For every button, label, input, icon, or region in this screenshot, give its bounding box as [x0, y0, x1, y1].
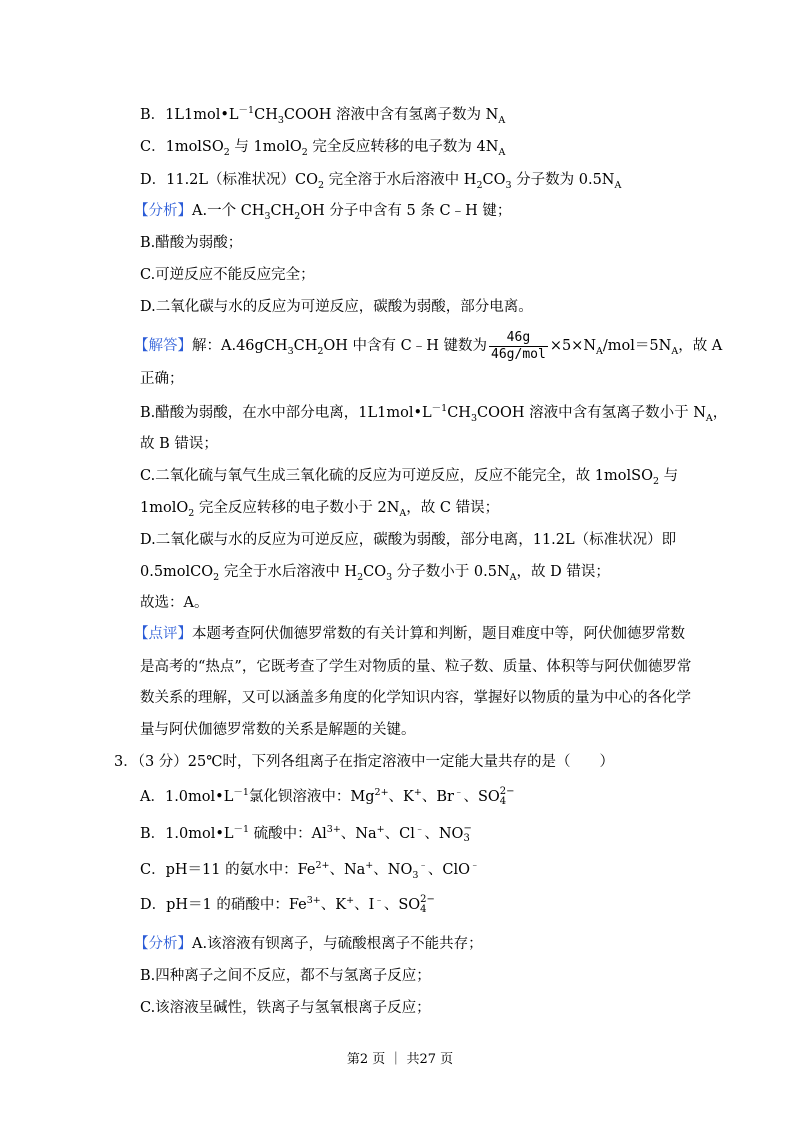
charge: 2−	[499, 786, 515, 797]
subscript: A	[399, 507, 407, 519]
text: A．1.0mol•L	[140, 789, 234, 805]
subscript: 2	[357, 571, 364, 583]
text: OH 分子中含有 5 条 C﹣H 键；	[300, 203, 512, 219]
text: 3．（3 分）25℃时，下列各组离子在指定溶液中一定能大量共存的是（ ）	[114, 754, 614, 770]
text: ，故 D 错误；	[516, 564, 610, 580]
analysis3-line-a	[0, 934, 800, 954]
subscript: 3	[463, 833, 470, 844]
text: 、Na	[329, 862, 366, 878]
subscript: 3	[412, 869, 419, 881]
text: 1molO	[140, 500, 189, 516]
text: CH	[270, 203, 295, 219]
option-c-prev	[0, 137, 800, 157]
text: 、Br	[421, 789, 454, 805]
ion-charge-stack	[500, 787, 515, 807]
text: CO	[482, 172, 506, 188]
comment-line-1	[0, 624, 800, 644]
superscript: +	[376, 824, 385, 836]
text: 、I	[354, 897, 375, 913]
text: OH 中含有 C﹣H 键数为	[323, 338, 488, 354]
text: 、Na	[340, 826, 377, 842]
superscript: 3+	[306, 895, 321, 907]
text: 分子数为 0.5N	[511, 172, 615, 188]
text: A.一个 CH	[192, 203, 265, 219]
superscript: －1	[238, 105, 255, 117]
text: 数关系的理解，又可以涵盖多角度的化学知识内容，掌握好以物质的量为中心的各化学	[140, 690, 691, 706]
text: D.二氧化碳与水的反应为可逆反应，碳酸为弱酸，部分电离。	[140, 299, 533, 315]
subscript: A	[498, 114, 506, 126]
text: 、Cl	[384, 826, 415, 842]
text: C.二氧化硫与氧气生成三氧化硫的反应为可逆反应，反应不能完全，故 1molSO	[140, 468, 653, 484]
fraction-numerator: 46g	[489, 330, 548, 347]
text: 、K	[320, 897, 347, 913]
option-b-prev	[0, 105, 800, 125]
text: B．1L1mol•L	[140, 107, 239, 123]
subscript: 3	[277, 114, 284, 126]
text: 0.5molCO	[140, 564, 214, 580]
subscript: 2	[652, 475, 660, 487]
charge: −	[463, 823, 472, 834]
subscript: 4	[499, 796, 507, 807]
text: 完全反应转移的电子数小于 2N	[194, 500, 400, 516]
text: COOH 溶液中含有氢离子数小于 N	[477, 405, 706, 421]
text: 氯化钡溶液中：Mg	[248, 789, 375, 805]
text: B.醋酸为弱酸，在水中部分电离，1L1mol•L	[140, 405, 432, 421]
text: B.醋酸为弱酸；	[140, 235, 243, 251]
ion-charge-stack	[463, 824, 471, 844]
text: CH	[254, 107, 278, 123]
subscript: A	[671, 345, 679, 357]
subscript: 3	[470, 412, 477, 424]
answer-line-a	[0, 329, 800, 363]
subscript: 2	[223, 146, 230, 158]
text: ，	[712, 405, 728, 421]
analysis3-line-b	[0, 966, 800, 986]
analysis-line-a	[0, 201, 800, 221]
answer-line-b-cont	[0, 434, 800, 454]
analysis-tag: 【分析】	[134, 203, 192, 219]
text: 与	[659, 468, 679, 484]
comment-line-2	[0, 657, 800, 677]
text: C．1molSO	[140, 139, 224, 155]
superscript: ﹣	[470, 860, 480, 872]
text: 完全溶于水后溶液中 H	[324, 172, 477, 188]
superscript: +	[413, 787, 422, 799]
page-footer	[0, 1048, 800, 1067]
subscript: 2	[318, 179, 325, 191]
text: D．11.2L（标准状况）CO	[140, 172, 319, 188]
text: 量与阿伏伽德罗常数的关系是解题的关键。	[140, 722, 416, 738]
subscript: 3	[505, 179, 512, 191]
fraction-denominator: 46g/mol	[491, 346, 546, 362]
text: CO	[363, 564, 387, 580]
subscript: 2	[188, 507, 195, 519]
text: 是高考的“热点”，它既考查了学生对物质的量、粒子数、质量、体积等与阿伏伽德罗常	[140, 659, 692, 675]
text: COOH 溶液中含有氢离子数为 N	[283, 107, 499, 123]
comment-line-4	[0, 720, 800, 740]
text: CH	[293, 338, 318, 354]
analysis-line-b	[0, 233, 800, 253]
superscript: －1	[233, 824, 250, 836]
text: 故选：A。	[140, 595, 209, 611]
superscript: －1	[233, 787, 249, 799]
subscript: 2	[476, 179, 483, 191]
text: D.二氧化碳与水的反应为可逆反应，碳酸为弱酸，部分电离，11.2L（标准状况）即	[140, 532, 677, 548]
q3-option-d	[0, 893, 800, 917]
subscript: A	[614, 179, 622, 191]
text: C.该溶液呈碱性，铁离子与氢氧根离子反应；	[140, 1000, 431, 1016]
answer-line-b	[0, 403, 800, 423]
subscript: 2	[301, 146, 308, 158]
text: 与 1molO	[229, 139, 302, 155]
answer-line-a-cont	[0, 369, 800, 389]
text: 故 B 错误；	[140, 436, 218, 452]
subscript: 4	[420, 904, 427, 915]
fraction	[489, 330, 548, 363]
text: 、NO	[373, 862, 413, 878]
analysis-tag: 【分析】	[134, 936, 192, 952]
subscript: 2	[213, 571, 220, 583]
superscript: +	[365, 860, 374, 872]
text: 、NO	[424, 826, 464, 842]
q3-option-c	[0, 860, 800, 880]
text: CH	[447, 405, 471, 421]
text: 分子数小于 0.5N	[392, 564, 510, 580]
text: /mol＝5N	[602, 338, 672, 354]
page-number: 第2 页 ｜ 共27 页	[346, 1052, 454, 1067]
superscript: ﹣	[374, 895, 384, 907]
question-3-stem	[0, 752, 800, 772]
answer-choice	[0, 593, 800, 613]
analysis3-line-c	[0, 998, 800, 1018]
text: 本题考查阿伏伽德罗常数的有关计算和判断，题目难度中等，阿伏伽德罗常数	[192, 626, 685, 642]
subscript: A	[705, 412, 713, 424]
charge: 2−	[420, 894, 435, 905]
superscript: 3+	[326, 824, 341, 836]
superscript: ﹣	[453, 787, 464, 799]
subscript: 2	[317, 345, 324, 357]
comment-line-3	[0, 688, 800, 708]
text: 完全反应转移的电子数为 4N	[307, 139, 499, 155]
answer-line-c	[0, 466, 800, 486]
q3-option-a	[0, 785, 800, 809]
text: 正确；	[140, 371, 184, 387]
text: C.可逆反应不能反应完全；	[140, 267, 315, 283]
text: ，故 C 错误；	[406, 500, 500, 516]
q3-option-b	[0, 822, 800, 846]
ion-charge-stack	[420, 895, 435, 915]
superscript: ﹣	[418, 860, 428, 872]
subscript: 3	[287, 345, 294, 357]
subscript: A	[498, 146, 506, 158]
answer-line-d	[0, 530, 800, 550]
text: 、SO	[383, 897, 421, 913]
text: D．pH＝1 的硝酸中：Fe	[140, 897, 307, 913]
subscript: A	[509, 571, 517, 583]
subscript: 3	[386, 571, 393, 583]
analysis-line-c	[0, 265, 800, 285]
text: A.该溶液有钡离子，与硫酸根离子不能共存；	[192, 936, 483, 952]
subscript: 3	[264, 210, 271, 222]
text: 完全于水后溶液中 H	[219, 564, 358, 580]
answer-tag: 【解答】	[134, 338, 192, 354]
text: C．pH＝11 的氨水中：Fe	[140, 862, 316, 878]
text: 硫酸中：Al	[249, 826, 327, 842]
superscript: －1	[431, 403, 448, 415]
superscript: +	[346, 895, 355, 907]
text: 、SO	[463, 789, 500, 805]
subscript: A	[596, 345, 603, 357]
text: 解：A.46gCH	[192, 338, 288, 354]
comment-tag: 【点评】	[134, 626, 192, 642]
text: ×5×N	[549, 338, 597, 354]
text: 、ClO	[427, 862, 471, 878]
subscript: 2	[294, 210, 301, 222]
superscript: ﹣	[414, 824, 425, 836]
text: ，故 A	[678, 338, 723, 354]
answer-line-c-cont	[0, 498, 800, 518]
text: B.四种离子之间不反应，都不与氢离子反应；	[140, 968, 431, 984]
answer-line-d-cont	[0, 562, 800, 582]
analysis-line-d	[0, 297, 800, 317]
text: B．1.0mol•L	[140, 826, 234, 842]
superscript: 2+	[315, 860, 330, 872]
option-d-prev	[0, 170, 800, 190]
superscript: 2+	[374, 787, 389, 799]
text: 、K	[388, 789, 414, 805]
